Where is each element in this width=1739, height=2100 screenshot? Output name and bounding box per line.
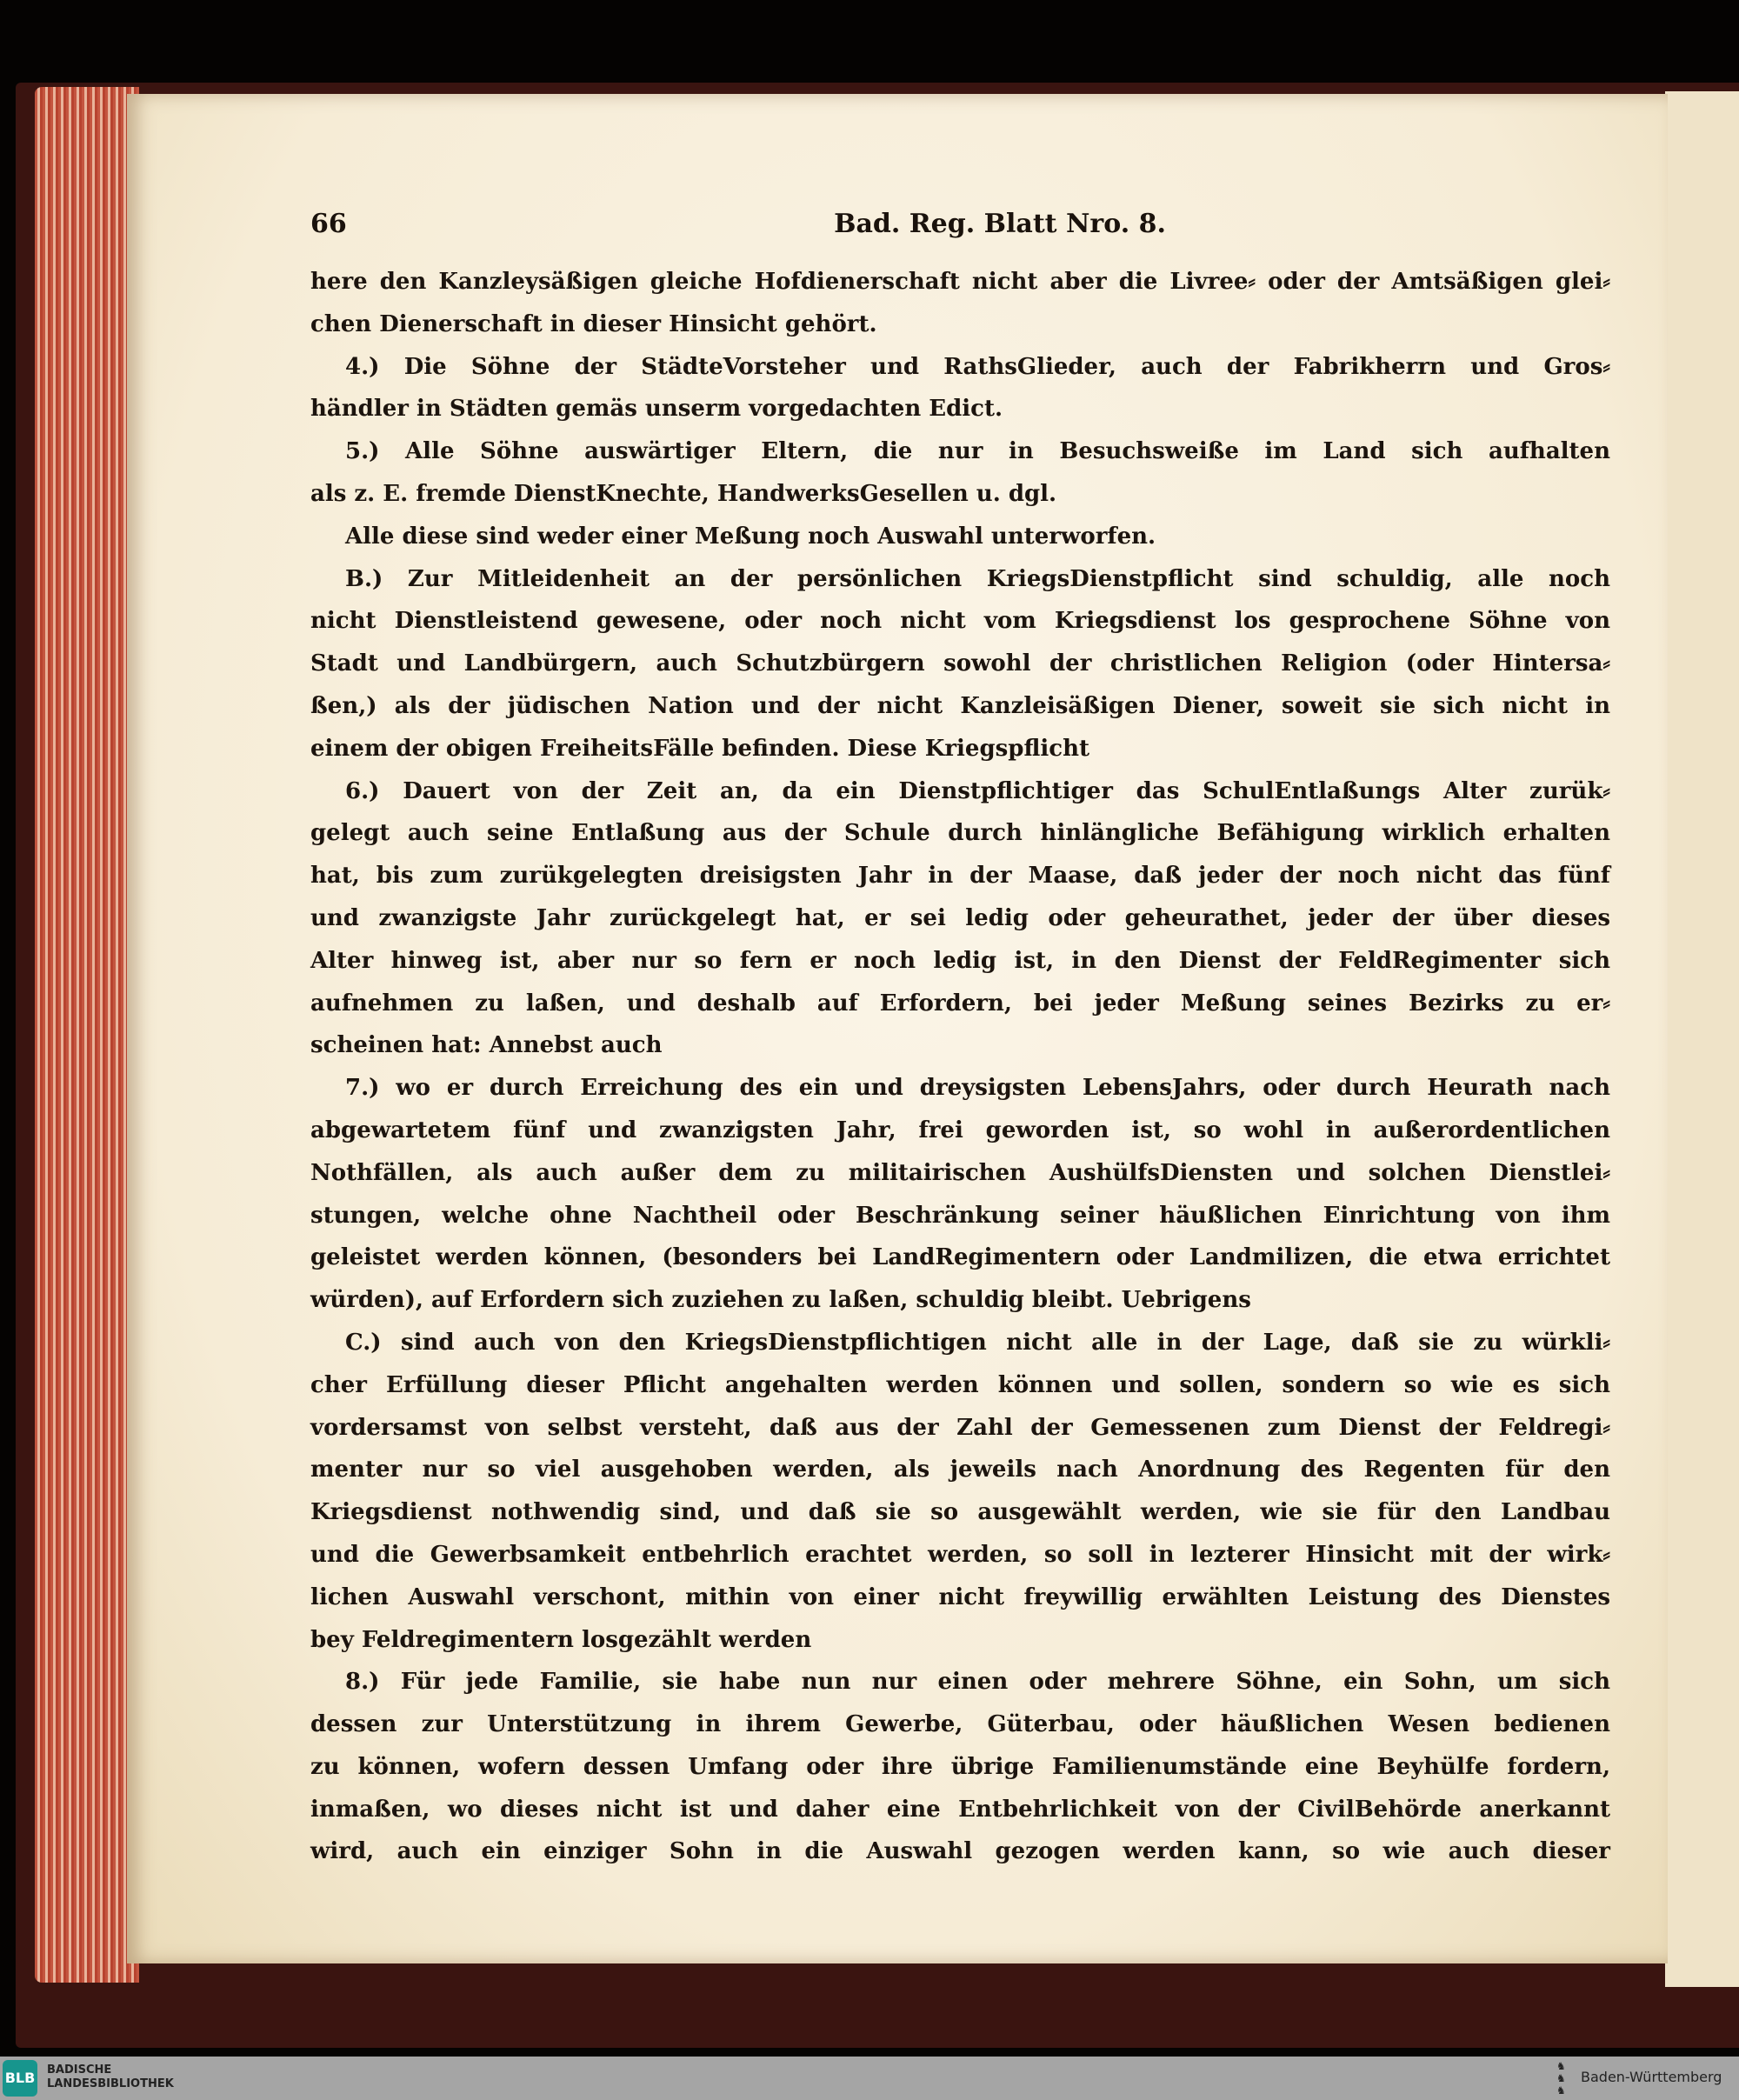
- text-line: C.) sind auch von den KriegsDienstpflichtigen nicht alle in der Lage, daß sie zu würkli⸗: [345, 1329, 1610, 1356]
- text-line-row: [310, 983, 1610, 1025]
- text-line-row: [310, 558, 1610, 601]
- text-line-row: [310, 1703, 1610, 1746]
- text-line: Alle diese sind weder einer Meßung noch Auswahl unterworfen.: [345, 523, 1156, 550]
- text-line-row: [310, 1364, 1610, 1407]
- text-line: zu können, wofern dessen Umfang oder ihre übrige Familienumstände eine Beyhülfe fordern,: [310, 1753, 1610, 1780]
- text-line-row: [310, 516, 1610, 558]
- text-line-row: [310, 1152, 1610, 1195]
- page-number: 66: [310, 209, 347, 239]
- text-line: dessen zur Unterstützung in ihrem Gewerbe, Güterbau, oder häußlichen Wesen bedienen: [310, 1711, 1610, 1738]
- footer-bar: [0, 2057, 1739, 2100]
- text-line: B.) Zur Mitleidenheit an der persönlichen KriegsDienstpflicht sind schuldig, alle noch: [345, 565, 1610, 592]
- text-line: here den Kanzleysäßigen gleiche Hofdienerschaft nicht aber die Livree⸗ oder der Amtsäßigen glei⸗: [310, 269, 1610, 295]
- text-line-row: [310, 1110, 1610, 1152]
- text-line: Stadt und Landbürgern, auch Schutzbürgern sowohl der christlichen Religion (oder Hintersa⸗: [310, 650, 1610, 677]
- text-line: und die Gewerbsamkeit entbehrlich erachtet werden, so soll in lezterer Hinsicht mit der wirk⸗: [310, 1541, 1610, 1568]
- text-line-row: [310, 1237, 1610, 1279]
- text-line-row: [310, 1491, 1610, 1534]
- text-line-row: [310, 1746, 1610, 1789]
- text-line-row: [310, 261, 1610, 303]
- text-line: inmaßen, wo dieses nicht ist und daher eine Entbehrlichkeit von der CivilBehörde anerkannt: [310, 1796, 1610, 1823]
- text-line: gelegt auch seine Entlaßung aus der Schule durch hinlängliche Befähigung wirklich erhalten: [310, 820, 1610, 847]
- text-line: und zwanzigste Jahr zurückgelegt hat, er sei ledig oder geheurathet, jeder der über dieses: [310, 904, 1610, 931]
- text-line: scheinen hat: Annebst auch: [310, 1032, 663, 1059]
- text-line-row: [310, 1830, 1610, 1873]
- page-edges: [35, 87, 139, 1983]
- text-line: ßen,) als der jüdischen Nation und der nicht Kanzleisäßigen Diener, soweit sie sich nicht in: [310, 692, 1610, 719]
- text-line: Alter hinweg ist, aber nur so fern er noch ledig ist, in den Dienst der FeldRegimenter sich: [310, 947, 1610, 974]
- text-line: händler in Städten gemäs unserm vorgedachten Edict.: [310, 396, 1003, 423]
- text-line: wird, auch ein einziger Sohn in die Auswahl gezogen werden kann, so wie auch dieser: [310, 1838, 1610, 1865]
- text-line: 6.) Dauert von der Zeit an, da ein Dienstpflichtiger das SchulEntlaßungs Alter zurük⸗: [345, 777, 1610, 804]
- text-line-row: [310, 770, 1610, 813]
- text-line-row: [310, 855, 1610, 897]
- text-line-row: [310, 1407, 1610, 1450]
- text-line-row: [310, 1067, 1610, 1110]
- text-line-row: [310, 388, 1610, 430]
- library-name-line-1: BADISCHE: [47, 2063, 112, 2077]
- text-line: 4.) Die Söhne der StädteVorsteher und RathsGlieder, auch der Fabrikherrn und Gros⸗: [345, 353, 1610, 380]
- text-line-row: [310, 812, 1610, 855]
- text-line: chen Dienerschaft in dieser Hinsicht gehört.: [310, 310, 877, 337]
- text-line-row: [310, 1195, 1610, 1237]
- text-line-row: [310, 1534, 1610, 1577]
- text-line-row: [310, 1619, 1610, 1662]
- text-line-row: [310, 1577, 1610, 1619]
- text-line-row: [310, 600, 1610, 643]
- text-line: als z. E. fremde DienstKnechte, HandwerksGesellen u. dgl.: [310, 480, 1057, 507]
- facing-page: [1665, 91, 1739, 1987]
- text-line: abgewartetem fünf und zwanzigsten Jahr, frei geworden ist, so wohl in außerordentlichen: [310, 1117, 1610, 1143]
- text-line: Nothfällen, als auch außer dem zu militairischen AushülfsDiensten und solchen Dienstlei⸗: [310, 1159, 1610, 1186]
- page-body: [310, 261, 1610, 1873]
- text-line-row: [310, 685, 1610, 728]
- text-line: aufnehmen zu laßen, und deshalb auf Erfordern, bei jeder Meßung seines Bezirks zu er⸗: [310, 990, 1610, 1017]
- text-line-row: [310, 346, 1610, 389]
- text-line: einem der obigen FreiheitsFälle befinden. Diese Kriegspflicht: [310, 735, 1089, 762]
- text-line: bey Feldregimentern losgezählt werden: [310, 1626, 812, 1653]
- text-line: Kriegsdienst nothwendig sind, und daß sie so ausgewählt werden, wie sie für den Landbau: [310, 1499, 1610, 1526]
- text-line: menter nur so viel ausgehoben werden, als jeweils nach Anordnung des Regenten für den: [310, 1457, 1610, 1483]
- text-line-row: [310, 303, 1610, 346]
- text-line: stungen, welche ohne Nachtheil oder Beschränkung seiner häußlichen Einrichtung von ihm: [310, 1202, 1610, 1229]
- text-line-row: [310, 1449, 1610, 1491]
- text-line-row: [310, 897, 1610, 940]
- text-line-row: [310, 940, 1610, 983]
- text-line: cher Erfüllung dieser Pflicht angehalten werden können und sollen, sondern so wie es sich: [310, 1371, 1610, 1398]
- text-line-row: [310, 430, 1610, 473]
- text-line: 8.) Für jede Familie, sie habe nun nur einen oder mehrere Söhne, ein Sohn, um sich: [345, 1669, 1610, 1696]
- text-line: würden), auf Erfordern sich zuziehen zu laßen, schuldig bleibt. Uebrigens: [310, 1287, 1251, 1314]
- blb-logo[interactable]: BLB: [3, 2060, 37, 2097]
- text-line: vordersamst von selbst versteht, daß aus der Zahl der Gemessenen zum Dienst der Feldregi⸗: [310, 1414, 1610, 1441]
- text-line: geleistet werden können, (besonders bei LandRegimentern oder Landmilizen, die etwa errichtet: [310, 1244, 1610, 1271]
- library-name: [47, 2063, 174, 2091]
- library-name-line-2: LANDESBIBLIOTHEK: [47, 2077, 174, 2090]
- text-line-row: [310, 728, 1610, 770]
- text-line-row: [310, 1024, 1610, 1067]
- text-line: hat, bis zum zurükgelegten dreisigsten Jahr in der Maase, daß jeder der noch nicht das fünf: [310, 863, 1610, 890]
- text-line: 7.) wo er durch Erreichung des ein und dreysigsten LebensJahrs, oder durch Heurath nach: [345, 1075, 1610, 1102]
- text-line: 5.) Alle Söhne auswärtiger Eltern, die nur in Besuchsweiße im Land sich aufhalten: [345, 438, 1610, 465]
- text-line: lichen Auswahl verschont, mithin von einer nicht freywillig erwählten Leistung des Dienstes: [310, 1583, 1610, 1610]
- text-line-row: [310, 1789, 1610, 1831]
- text-line: nicht Dienstleistend gewesene, oder noch nicht vom Kriegsdienst los gesprochene Söhne von: [310, 608, 1610, 635]
- state-name[interactable]: Baden-Württemberg: [1581, 2069, 1722, 2085]
- text-line-row: [310, 1322, 1610, 1364]
- lion-crest-icon: ♞ ♞ ♞: [1556, 2060, 1566, 2097]
- running-title: Bad. Reg. Blatt Nro. 8.: [834, 209, 1166, 239]
- text-line-row: [310, 1279, 1610, 1322]
- text-line-row: [310, 1661, 1610, 1703]
- text-line-row: [310, 643, 1610, 685]
- text-line-row: [310, 473, 1610, 516]
